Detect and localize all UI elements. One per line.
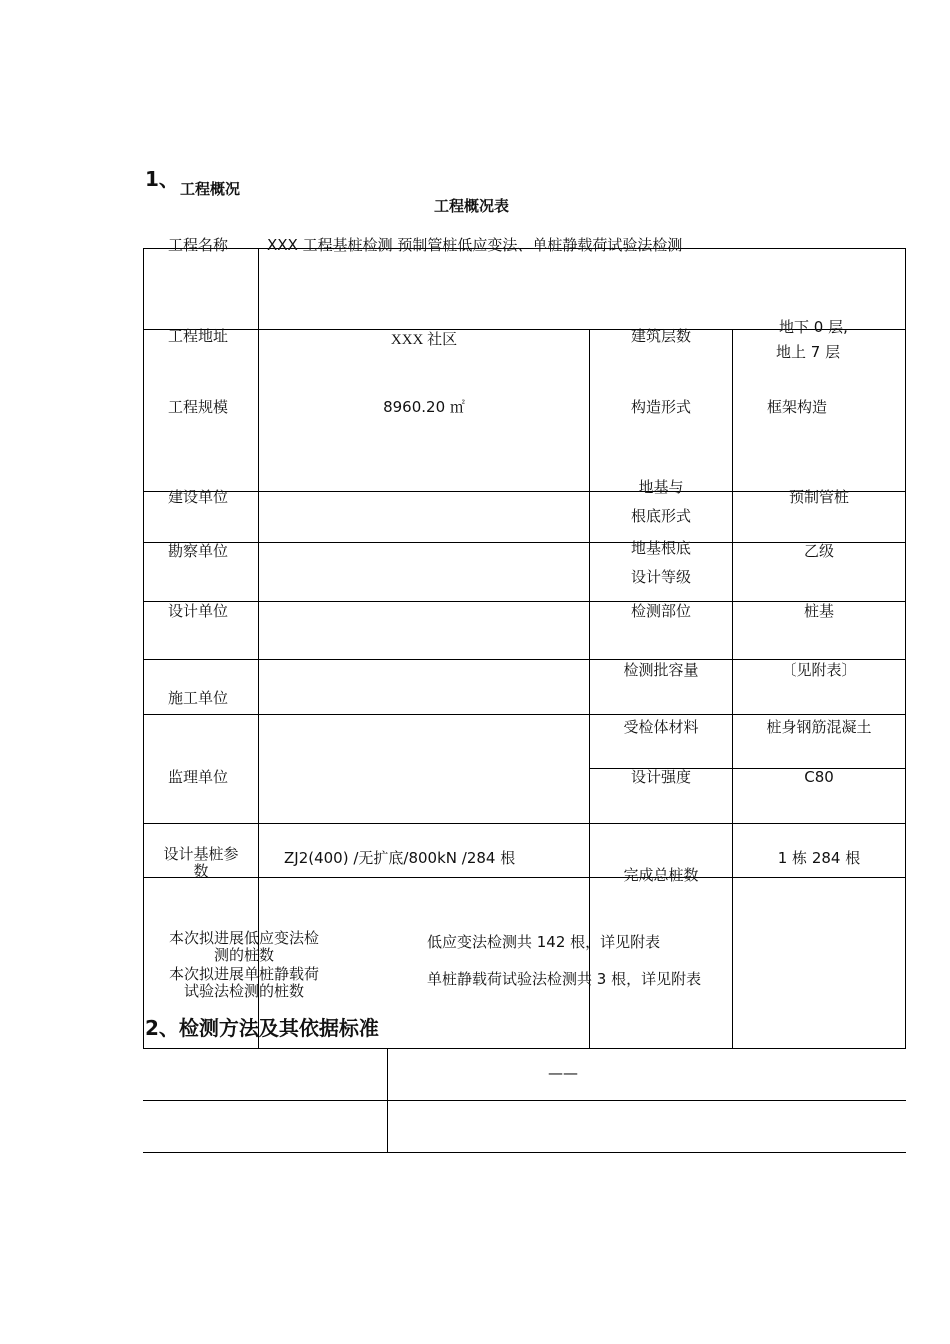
address-label: 工程地址 [168,327,229,345]
design-grade-label-line2: 设计等级 [630,568,691,586]
pile-params-label-line1: 设计基桩参 [163,845,239,863]
design-strength-value: C80 [804,768,834,786]
static-load-label-line1: 本次拟进展单桩静载荷 [168,965,319,983]
floors-value-line2: 地上 7 层 [776,343,841,361]
survey-unit-label: 勘察单位 [168,542,229,560]
structure-value: 框架构造 [767,398,828,416]
floors-label: 建筑层数 [630,327,691,345]
project-name-value: XXX 工程基桩检测 预制管桩低应变法、单桩静载荷试验法检测 [267,236,683,254]
batch-capacity-value: 〔见附表〕 [781,661,857,679]
test-location-value: 桩基 [803,602,834,620]
static-load-label-line2: 试验法检测的桩数 [183,982,304,1000]
section2-title: 2、检测方法及其依据标准 [145,1016,379,1040]
foundation-form-value: 预制管桩 [788,488,849,506]
material-label: 受检体材料 [623,718,699,736]
section1-number: 1、 [145,167,179,191]
pile-params-value: ZJ2(400) /无扩底/800kN /284 根 [284,849,516,867]
low-strain-value: 低应变法检测共 142 根，详见附表 [427,933,661,951]
foundation-form-label-line2: 根底形式 [630,507,691,525]
supervision-unit-label: 监理单位 [168,768,229,786]
low-strain-label-line2: 测的桩数 [213,946,274,964]
address-value: XXX 社区 [390,332,458,348]
build-unit-label: 施工单位 [168,689,229,707]
scale-value: 8960.20 ㎡ [383,398,465,416]
material-value: 桩身钢筋混凝土 [766,718,872,736]
scale-label: 工程规模 [168,398,229,416]
structure-label: 构造形式 [630,398,691,416]
project-name-label: 工程名称 [168,236,229,254]
total-piles-label: 完成总桩数 [623,866,699,884]
foundation-form-label-line1: 地基与 [638,478,684,496]
pile-params-label-line2: 数 [193,862,209,880]
construction-unit-label: 建设单位 [168,488,229,506]
table-title: 工程概况表 [434,197,510,215]
design-unit-label: 设计单位 [168,602,229,620]
low-strain-label-line1: 本次拟进展低应变法检 [168,929,319,947]
section1-title: 工程概况 [180,180,241,198]
method-table-dash: —— [548,1064,578,1082]
total-piles-value: 1 栋 284 根 [777,849,861,867]
batch-capacity-label: 检测批容量 [623,661,699,679]
floors-value-line1: 地下 0 层, [779,318,848,336]
design-grade-value: 乙级 [803,542,834,560]
static-load-value: 单桩静载荷试验法检测共 3 根，详见附表 [427,970,702,988]
test-location-label: 检测部位 [630,602,691,620]
design-grade-label-line1: 地基根底 [630,539,691,557]
design-strength-label: 设计强度 [630,768,691,786]
